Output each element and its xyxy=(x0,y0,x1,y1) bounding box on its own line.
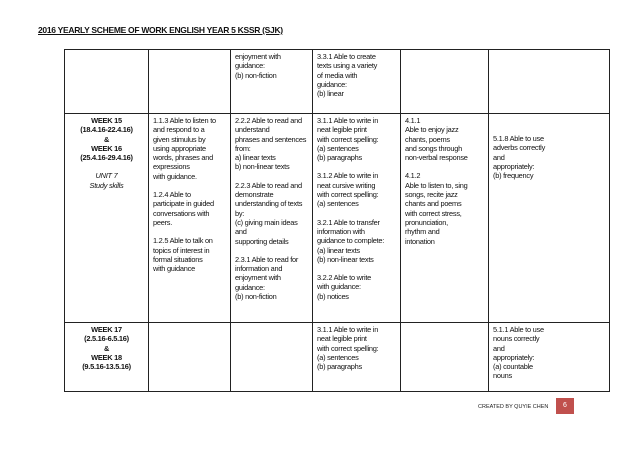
page-number-badge: 6 xyxy=(556,398,574,414)
week-label: WEEK 17 xyxy=(91,325,122,334)
literature-standard: 4.1.1 Able to enjoy jazz chants, poems and songs through non-verbal response xyxy=(405,116,468,163)
table-row-top xyxy=(65,50,610,114)
grammar-cell xyxy=(489,323,610,392)
listening-cell xyxy=(149,114,231,323)
grammar-cell xyxy=(489,114,610,323)
week-cell-empty xyxy=(65,50,149,114)
reading-standard: 2.2.3 Able to read and demonstrate understanding of texts by: (c) giving main ideas and supporting details xyxy=(235,180,303,246)
week-ampersand: & xyxy=(103,134,110,144)
page-title: 2016 YEARLY SCHEME OF WORK ENGLISH YEAR 5 KSSR (SJK) xyxy=(38,25,283,35)
writing-standard: 3.2.2 Able to write with guidance: (b) notices xyxy=(317,273,371,301)
week-label: WEEK 15 xyxy=(91,116,122,125)
writing-cell xyxy=(313,323,401,392)
week-ampersand: & xyxy=(103,343,110,353)
listening-standard: 1.2.5 Able to talk on topics of interest in formal situations with guidance xyxy=(153,236,213,274)
literature-cell-empty xyxy=(401,323,489,392)
reading-standard: enjoyment with guidance: (b) non-fiction xyxy=(235,52,281,80)
writing-cell xyxy=(313,50,401,114)
listening-cell-empty xyxy=(149,323,231,392)
grammar-standard: 5.1.8 Able to use adverbs correctly and appropriately: (b) frequency xyxy=(493,134,546,181)
week-dates: (25.4.16-29.4.16) xyxy=(80,153,133,163)
scheme-table xyxy=(64,49,610,392)
listening-standard: 1.2.4 Able to participate in guided conversations with peers. xyxy=(153,190,214,227)
listening-cell-empty xyxy=(149,50,231,114)
footer-credit: CREATED BY QUYIE CHEN xyxy=(478,404,549,410)
week-dates: (18.4.16-22.4.16) xyxy=(80,125,133,135)
listening-standard: 1.1.3 Able to listen to and respond to a given stimulus by using appropriate words, phrases and expressions with guidance. xyxy=(153,116,216,181)
writing-standard: 3.2.1 Able to transfer information with guidance to complete: (a) linear texts (b) non-linear texts xyxy=(317,217,385,264)
reading-cell xyxy=(231,50,313,114)
writing-standard: 3.3.1 Able to create texts using a variety of media with guidance: (b) linear xyxy=(317,52,378,99)
week-label: WEEK 18 xyxy=(91,352,122,362)
grammar-cell-empty xyxy=(489,50,610,114)
writing-standard: 3.1.2 Able to write in neat cursive writing with correct spelling: (a) sentences xyxy=(317,171,379,209)
writing-cell xyxy=(313,114,401,323)
reading-standard: 2.2.2 Able to read and understand phrases and sentences from: a) linear texts b) non-linear texts xyxy=(235,116,307,172)
week-cell xyxy=(65,114,149,323)
table-row-week15 xyxy=(65,114,610,323)
week-dates: (9.5.16-13.5.16) xyxy=(82,362,131,372)
reading-cell xyxy=(231,114,313,323)
writing-standard: 3.1.1 Able to write in neat legible print with correct spelling: (a) sentences (b) paragraphs xyxy=(317,116,379,163)
table-row-week17 xyxy=(65,323,610,392)
week-dates: (2.5.16-6.5.16) xyxy=(84,334,129,344)
literature-cell xyxy=(401,114,489,323)
writing-standard: 3.1.1 Able to write in neat legible print with correct spelling: (a) sentences (b) paragraphs xyxy=(317,325,379,372)
unit-label: UNIT 7 xyxy=(95,171,118,181)
reading-cell-empty xyxy=(231,323,313,392)
week-label: WEEK 16 xyxy=(91,143,122,153)
unit-topic: Study skills xyxy=(89,180,124,190)
week-cell xyxy=(65,323,149,392)
grammar-standard: 5.1.1 Able to use nouns correctly and appropriately: (a) countable nouns xyxy=(493,325,544,381)
reading-standard: 2.3.1 Able to read for information and enjoyment with guidance: (b) non-fiction xyxy=(235,254,299,302)
literature-cell-empty xyxy=(401,50,489,114)
literature-standard: 4.1.2 Able to listen to, sing songs, recite jazz chants and poems with correct stress, pronunciation, rhythm and intonation xyxy=(405,171,468,246)
